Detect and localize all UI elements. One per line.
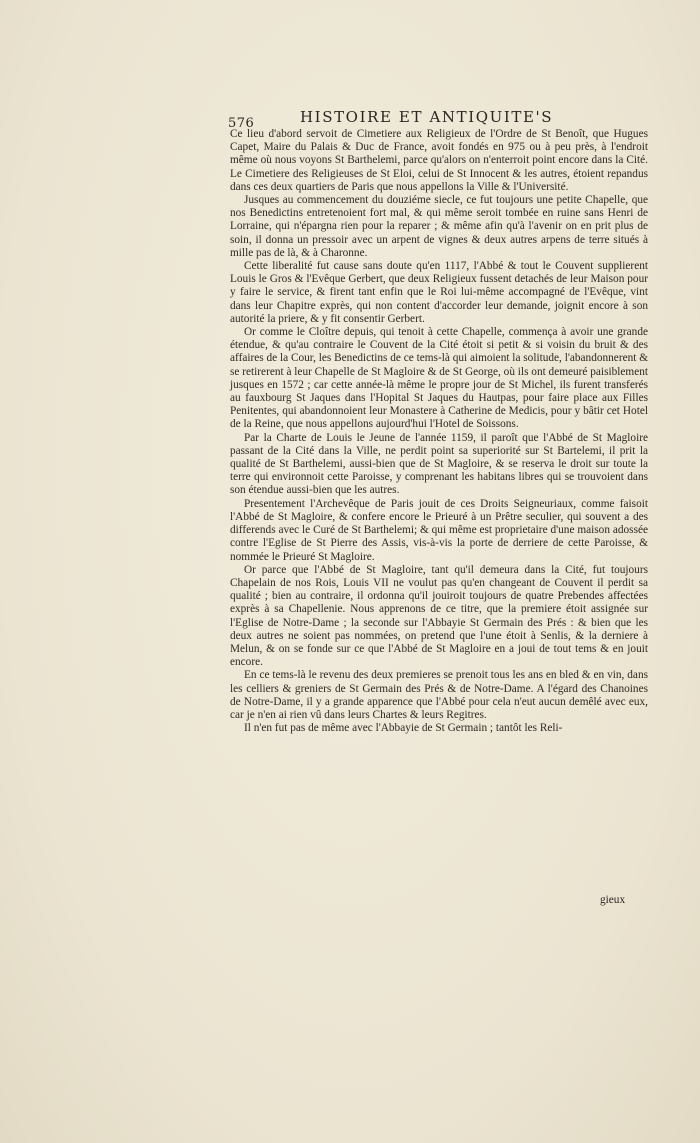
body-text [230, 128, 648, 735]
paragraph: Cette liberalité fut cause sans doute qu'en 1117, l'Abbé & tout le Couvent supplierent Louis le Gros & l'Evêque Gerbert, que deux Religieux fussent detachés de leur Maison pour y faire le service, & firent tant enfin que le Roi lui-même accompagné de l'Evêque, vint dans leur Chapitre exprès, qui non content d'accorder leur demande, joignit encore à son autorité la priere, & y fit consentir Gerbert. [230, 260, 648, 325]
paragraph: Ce lieu d'abord servoit de Cimetiere aux Religieux de l'Ordre de St Benoît, que Hugues Capet, Maire du Palais & Duc de France, avoit fondés en 975 ou à peu près, à l'endroit même où nous voyons St Barthelemi, parce qu'alors on n'enterroit point encore dans la Cité. Le Cimetiere des Religieuses de St Eloi, celui de St Innocent & les autres, étoient repandus dans ces deux quartiers de Paris que nous appellons la Ville & l'Université. [230, 128, 648, 193]
paragraph: Or comme le Cloître depuis, qui tenoit à cette Chapelle, commença à avoir une grande étendue, & qu'au contraire le Couvent de la Cité étoit si petit & si voisin du bruit & des affaires de la Cour, les Benedictins de ce tems-là qui aimoient la solitude, l'abandonnerent & se retirerent à leur Chapelle de St Magloire & de St George, où ils ont demeuré paisiblement jusques en 1572 ; car cette année-là même le propre jour de St Michel, ils furent transferés au fauxbourg St Jaques dans l'Hopital St Jaques du Hautpas, pour faire place aux Filles Penitentes, qui abandonnoient leur Monastere à Catherine de Medicis, pour y bâtir cet Hotel de la Reine, que nous appellons aujourd'hui l'Hotel de Soissons. [230, 326, 648, 431]
paragraph: Presentement l'Archevêque de Paris jouit de ces Droits Seigneuriaux, comme faisoit l'Abbé de St Magloire, & confere encore le Prieuré à un Prêtre seculier, qui souvent a des differends avec le Curé de St Barthelemi; & qui même est proprietaire d'une maison adossée contre l'Eglise de St Pierre des Assis, vis-à-vis la porte de derriere de cette Paroisse, & nommée le Prieuré St Magloire. [230, 497, 648, 563]
paragraph: En ce tems-là le revenu des deux premieres se prenoit tous les ans en bled & en vin, dans les celliers & greniers de St Germain des Prés & de Notre-Dame. A l'égard des Chanoines de Notre-Dame, il y a grande apparence que l'Abbé pour cela n'eut aucun demêlé avec eux, car je n'en ai rien vû dans leurs Chartes & leurs Regitres. [230, 669, 648, 721]
running-title: HISTOIRE ET ANTIQUITE'S [300, 108, 554, 126]
paragraph: Jusques au commencement du douziéme siecle, ce fut toujours une petite Chapelle, que nos Benedictins entretenoient fort mal, & qui même seroit tombée en ruine sans Henri de Lorraine, qui n'épargna rien pour la reparer ; & même afin qu'à l'avenir on en prit plus de soin, il donna un pressoir avec un arpent de vignes & deux autres arpens de terre situés à mille pas de là, & à Charonne. [230, 194, 648, 259]
paragraph: Il n'en fut pas de même avec l'Abbayie de St Germain ; tantôt les Reli- [244, 722, 563, 735]
catchword: gieux [600, 894, 626, 906]
paragraph: Par la Charte de Louis le Jeune de l'année 1159, il paroît que l'Abbé de St Magloire passant de la Cité dans la Ville, ne perdit point sa superiorité sur St Bartelemi, il prit la qualité de St Barthelemi, aussi-bien que de St Magloire, & se reserva le droit sur toute la terre qui environnoit cette Paroisse, y comprenant les habitans libres qui se trouvoient dans son étendue aussi-bien que les autres. [230, 431, 648, 497]
page-header [228, 108, 648, 130]
paragraph: Or parce que l'Abbé de St Magloire, tant qu'il demeura dans la Cité, fut toujours Chapelain de nos Rois, Louis VII ne voulut pas qu'en changeant de Couvent il perdit sa qualité ; bien au contraire, il ordonna qu'il jouiroit toujours de quatre Prebendes affectées exprès à sa Chapellenie. Nous apprenons de ce titre, que la premiere étoit assignée sur l'Eglise de Notre-Dame ; la seconde sur l'Abbayie St Germain des Prés : & bien que les deux autres ne soient pas nommées, on pretend que l'une étoit à Senlis, & la derniere à Melun, & on se fonde sur ce que l'Abbé de St Magloire en a joui de tout tems & en jouit encore. [230, 563, 648, 669]
page-number: 576 [228, 116, 255, 131]
